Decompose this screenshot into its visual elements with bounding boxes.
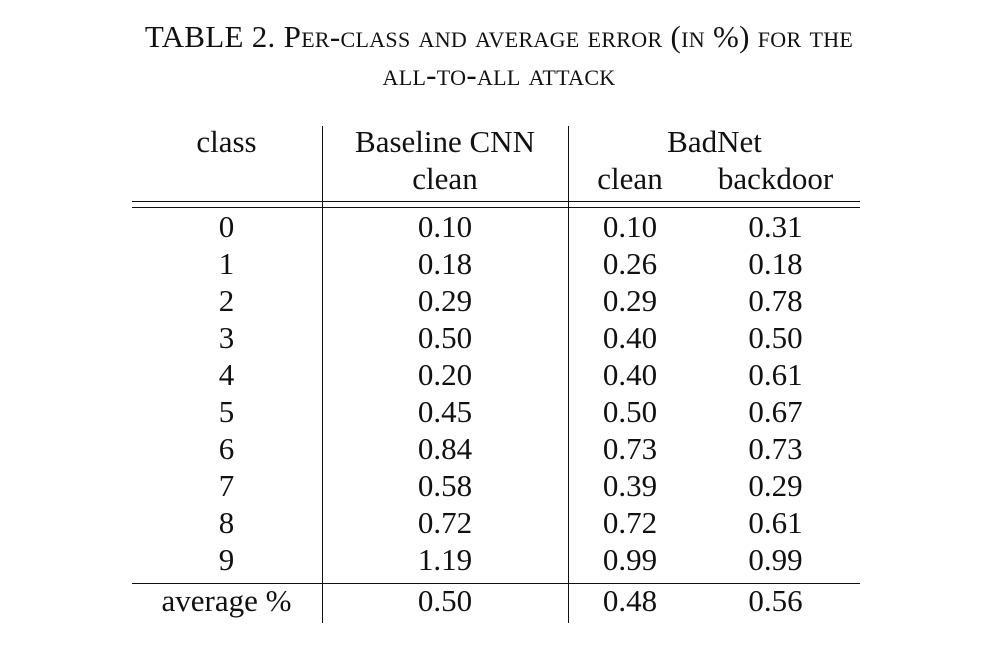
header-class: class xyxy=(196,124,257,159)
table-caption-line-2: all-to-all attack xyxy=(382,57,616,92)
cell-baseline-clean: 1.19 xyxy=(417,542,473,577)
table-title: Per-class and average error (in %) for the xyxy=(283,19,854,54)
header-badnet: BadNet xyxy=(667,124,762,159)
cell-baseline-clean: 0.45 xyxy=(417,394,473,429)
cell-class: 3 xyxy=(218,320,235,355)
cell-badnet-clean: 0.26 xyxy=(602,246,658,281)
table-number: TABLE 2. xyxy=(144,19,284,54)
header-rule-top xyxy=(132,201,860,202)
average-baseline-clean: 0.50 xyxy=(417,583,473,618)
cell-badnet-backdoor: 0.31 xyxy=(748,209,803,244)
cell-baseline-clean: 0.10 xyxy=(417,209,473,244)
cell-class: 0 xyxy=(218,209,235,244)
average-badnet-backdoor: 0.56 xyxy=(748,583,803,618)
cell-class: 6 xyxy=(218,431,235,466)
cell-class: 8 xyxy=(218,505,235,540)
average-badnet-clean: 0.48 xyxy=(602,583,658,618)
cell-badnet-backdoor: 0.99 xyxy=(748,542,803,577)
cell-baseline-clean: 0.20 xyxy=(417,357,473,392)
cell-badnet-clean: 0.10 xyxy=(602,209,658,244)
cell-badnet-backdoor: 0.78 xyxy=(748,283,803,318)
cell-badnet-backdoor: 0.67 xyxy=(748,394,803,429)
cell-class: 1 xyxy=(218,246,235,281)
cell-baseline-clean: 0.18 xyxy=(417,246,473,281)
cell-badnet-clean: 0.40 xyxy=(602,357,658,392)
cell-badnet-clean: 0.73 xyxy=(602,431,658,466)
cell-class: 4 xyxy=(218,357,235,392)
cell-class: 9 xyxy=(218,542,235,577)
cell-baseline-clean: 0.29 xyxy=(417,283,473,318)
average-label: average % xyxy=(161,583,292,618)
cell-badnet-backdoor: 0.61 xyxy=(748,357,803,392)
cell-badnet-clean: 0.29 xyxy=(602,283,658,318)
header-badnet-clean: clean xyxy=(597,161,663,196)
cell-badnet-clean: 0.99 xyxy=(602,542,658,577)
cell-badnet-backdoor: 0.29 xyxy=(748,468,803,503)
cell-class: 5 xyxy=(218,394,235,429)
cell-class: 7 xyxy=(218,468,235,503)
cell-badnet-clean: 0.50 xyxy=(602,394,658,429)
cell-baseline-clean: 0.58 xyxy=(417,468,473,503)
error-table xyxy=(132,122,860,628)
cell-class: 2 xyxy=(218,283,235,318)
cell-badnet-backdoor: 0.61 xyxy=(748,505,803,540)
cell-baseline-clean: 0.84 xyxy=(417,431,473,466)
table-caption-line-1 xyxy=(0,18,998,56)
header-badnet-backdoor: backdoor xyxy=(717,161,834,196)
cell-baseline-clean: 0.72 xyxy=(417,505,473,540)
cell-badnet-clean: 0.39 xyxy=(602,468,658,503)
header-baseline-cnn: Baseline CNN xyxy=(355,124,535,159)
cell-badnet-backdoor: 0.50 xyxy=(748,320,803,355)
cell-badnet-backdoor: 0.18 xyxy=(748,246,803,281)
cell-badnet-clean: 0.40 xyxy=(602,320,658,355)
cell-badnet-backdoor: 0.73 xyxy=(748,431,803,466)
header-rule-bottom xyxy=(132,207,860,208)
cell-baseline-clean: 0.50 xyxy=(417,320,473,355)
header-baseline-clean: clean xyxy=(412,161,478,196)
cell-badnet-clean: 0.72 xyxy=(602,505,658,540)
